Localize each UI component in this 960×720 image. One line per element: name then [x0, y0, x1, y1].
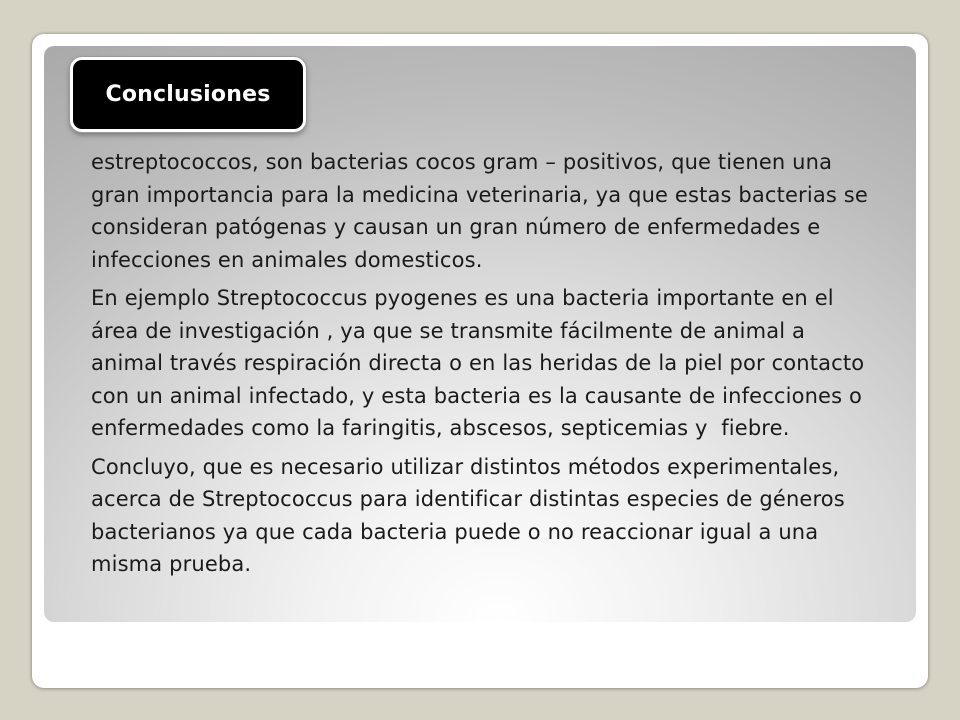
slide-title: Conclusiones: [105, 82, 271, 107]
paragraph-1: estreptococcos, son bacterias cocos gram – positivos, que tienen una gran importancia para la medicina veterinaria, ya que estas bacterias se consideran patógenas y causan un gran número de enfermedades e infecciones en animales domesticos.: [91, 150, 868, 272]
body-text: [91, 146, 881, 587]
paragraph-2: En ejemplo Streptococcus pyogenes es una bacteria importante en el área de investigación , ya que se transmite fácilmente de animal a animal través respiración directa o en las heridas de la piel por contacto con un animal infectado, y esta bacteria es la causante de infecciones o enfermedades como la faringitis, abscesos, septicemias y fiebre.: [91, 286, 872, 440]
title-badge: [70, 57, 306, 132]
paragraph-3: Concluyo, que es necesario utilizar distintos métodos experimentales, acerca de Streptococcus para identificar distintas especies de géneros bacterianos ya que cada bacteria puede o no reaccionar igual a una misma prueba.: [91, 454, 845, 576]
